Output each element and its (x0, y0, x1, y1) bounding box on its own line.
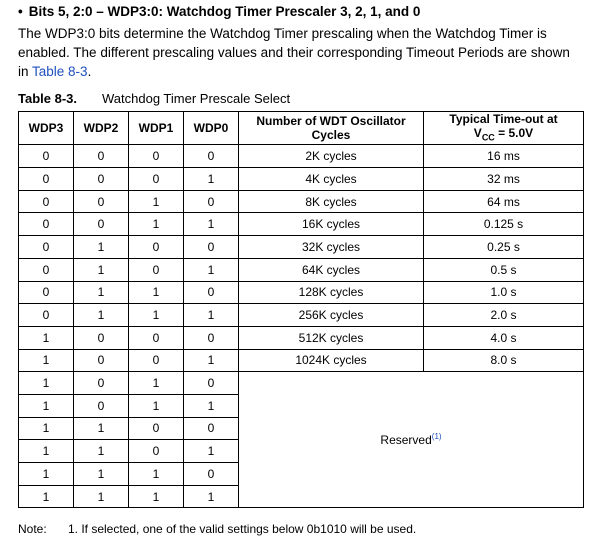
cell-wdp3: 0 (19, 258, 74, 281)
cell-wdp1: 1 (129, 213, 184, 236)
cell-timeout: 0.25 s (424, 236, 584, 259)
table-header-row (19, 112, 584, 145)
cell-timeout: 32 ms (424, 168, 584, 191)
cell-wdp2: 1 (74, 281, 129, 304)
cell-wdp1: 1 (129, 372, 184, 395)
cell-wdp2: 0 (74, 213, 129, 236)
cell-wdp0: 1 (184, 394, 239, 417)
cell-wdp3: 1 (19, 372, 74, 395)
cell-cycles: 2K cycles (239, 145, 424, 168)
cell-wdp1: 1 (129, 190, 184, 213)
cell-wdp2: 0 (74, 394, 129, 417)
header-timeout-sub: CC (481, 132, 495, 143)
table-row (19, 145, 584, 168)
cell-wdp1: 0 (129, 349, 184, 372)
cell-cycles: 8K cycles (239, 190, 424, 213)
cell-cycles: 64K cycles (239, 258, 424, 281)
header-wdp2: WDP2 (74, 112, 129, 145)
header-timeout-line1: Typical Time-out at (449, 112, 558, 126)
cell-wdp0: 1 (184, 168, 239, 191)
paragraph-end: . (87, 64, 92, 79)
table-caption-number: Table 8-3. (18, 91, 78, 106)
cell-wdp0: 1 (184, 349, 239, 372)
cell-wdp0: 0 (184, 145, 239, 168)
header-cycles-line2: Cycles (311, 128, 351, 143)
header-wdp3: WDP3 (19, 112, 74, 145)
cell-wdp2: 1 (74, 463, 129, 486)
cell-wdp0: 1 (184, 485, 239, 508)
table-row (19, 349, 584, 372)
cell-wdp2: 1 (74, 485, 129, 508)
cell-timeout: 2.0 s (424, 304, 584, 327)
cell-cycles: 4K cycles (239, 168, 424, 191)
reserved-cell (239, 372, 584, 508)
bullet-icon: • (18, 4, 23, 19)
prescale-table (18, 111, 584, 508)
cell-wdp2: 0 (74, 372, 129, 395)
table-caption (18, 91, 290, 106)
cell-timeout: 4.0 s (424, 326, 584, 349)
cell-wdp3: 1 (19, 326, 74, 349)
cell-wdp1: 0 (129, 145, 184, 168)
heading-text: Bits 5, 2:0 – WDP3:0: Watchdog Timer Prescaler 3, 2, 1, and 0 (28, 4, 421, 19)
section-heading (18, 4, 420, 19)
table-reference-link[interactable]: Table 8-3 (32, 64, 88, 79)
table-caption-title: Watchdog Timer Prescale Select (102, 91, 291, 106)
cell-cycles: 32K cycles (239, 236, 424, 259)
cell-wdp2: 1 (74, 304, 129, 327)
cell-wdp1: 0 (129, 258, 184, 281)
cell-wdp0: 1 (184, 304, 239, 327)
table-row (19, 236, 584, 259)
cell-wdp0: 0 (184, 463, 239, 486)
description-paragraph (18, 24, 584, 81)
cell-wdp3: 1 (19, 349, 74, 372)
cell-wdp0: 1 (184, 440, 239, 463)
cell-wdp3: 0 (19, 304, 74, 327)
paragraph-text: The WDP3:0 bits determine the Watchdog Timer prescaling when the Watchdog Timer is enabled. The different prescaling values and their corresponding Timeout Periods are shown in (18, 26, 570, 79)
table-row (19, 168, 584, 191)
cell-wdp3: 1 (19, 485, 74, 508)
header-cycles (239, 112, 424, 145)
cell-wdp1: 0 (129, 326, 184, 349)
cell-wdp2: 0 (74, 145, 129, 168)
cell-wdp3: 0 (19, 190, 74, 213)
cell-wdp3: 0 (19, 145, 74, 168)
table-row-reserved (19, 372, 584, 395)
cell-wdp2: 1 (74, 236, 129, 259)
cell-wdp0: 0 (184, 190, 239, 213)
cell-wdp3: 0 (19, 213, 74, 236)
cell-cycles: 256K cycles (239, 304, 424, 327)
cell-timeout: 8.0 s (424, 349, 584, 372)
cell-wdp1: 0 (129, 440, 184, 463)
table-body (19, 145, 584, 508)
cell-wdp0: 0 (184, 281, 239, 304)
cell-wdp2: 0 (74, 326, 129, 349)
cell-timeout: 16 ms (424, 145, 584, 168)
cell-wdp3: 0 (19, 168, 74, 191)
cell-wdp3: 0 (19, 281, 74, 304)
cell-wdp0: 1 (184, 213, 239, 236)
cell-wdp2: 1 (74, 440, 129, 463)
cell-cycles: 1024K cycles (239, 349, 424, 372)
cell-cycles: 16K cycles (239, 213, 424, 236)
cell-timeout: 1.0 s (424, 281, 584, 304)
table-row (19, 326, 584, 349)
cell-timeout: 0.5 s (424, 258, 584, 281)
cell-wdp2: 1 (74, 417, 129, 440)
table-row (19, 258, 584, 281)
cell-wdp3: 1 (19, 417, 74, 440)
reserved-note-ref[interactable]: (1) (431, 432, 442, 442)
cell-wdp0: 1 (184, 258, 239, 281)
table-row (19, 281, 584, 304)
cell-wdp2: 1 (74, 258, 129, 281)
cell-wdp0: 0 (184, 236, 239, 259)
table-row (19, 213, 584, 236)
cell-wdp1: 1 (129, 394, 184, 417)
cell-wdp0: 0 (184, 372, 239, 395)
table-row (19, 304, 584, 327)
table-row (19, 190, 584, 213)
header-timeout-value: = 5.0V (494, 126, 534, 140)
cell-wdp1: 1 (129, 281, 184, 304)
header-wdp1: WDP1 (129, 112, 184, 145)
note-label: Note: (18, 522, 47, 536)
header-timeout-vcc: V (473, 126, 482, 140)
reserved-label: Reserved (380, 433, 432, 448)
header-timeout (424, 112, 584, 145)
cell-wdp1: 0 (129, 168, 184, 191)
cell-wdp2: 0 (74, 190, 129, 213)
cell-wdp3: 0 (19, 236, 74, 259)
note-text: 1. If selected, one of the valid settings below 0b1010 will be used. (68, 522, 417, 536)
cell-wdp1: 1 (129, 304, 184, 327)
header-cycles-line1: Number of WDT Oscillator (256, 114, 406, 129)
cell-wdp1: 1 (129, 463, 184, 486)
cell-cycles: 512K cycles (239, 326, 424, 349)
cell-wdp3: 1 (19, 463, 74, 486)
cell-wdp1: 0 (129, 236, 184, 259)
table-note (18, 522, 416, 536)
cell-timeout: 64 ms (424, 190, 584, 213)
cell-wdp3: 1 (19, 440, 74, 463)
cell-wdp2: 0 (74, 349, 129, 372)
cell-cycles: 128K cycles (239, 281, 424, 304)
cell-timeout: 0.125 s (424, 213, 584, 236)
cell-wdp0: 0 (184, 326, 239, 349)
header-wdp0: WDP0 (184, 112, 239, 145)
cell-wdp0: 0 (184, 417, 239, 440)
cell-wdp1: 1 (129, 485, 184, 508)
cell-wdp3: 1 (19, 394, 74, 417)
cell-wdp2: 0 (74, 168, 129, 191)
cell-wdp1: 0 (129, 417, 184, 440)
